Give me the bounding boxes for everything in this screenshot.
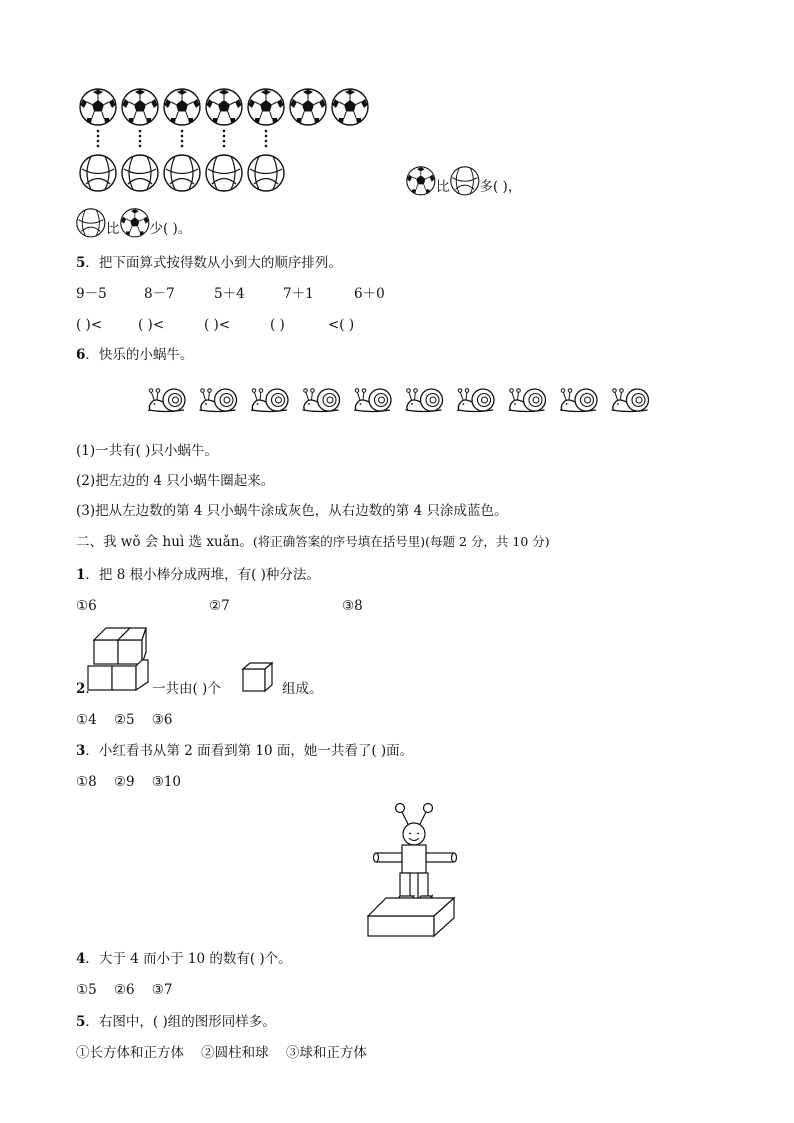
robot-figure — [364, 798, 460, 940]
basketball-icon — [206, 155, 242, 191]
mc-q2-options[interactable]: ①4 ②5 ③6 — [76, 712, 173, 728]
compare-line-2 — [76, 208, 191, 238]
connector-dot — [97, 145, 100, 148]
snail-icon — [509, 389, 546, 412]
connector-dot — [139, 130, 142, 133]
connector-dot — [181, 145, 184, 148]
connector-dot — [97, 130, 100, 133]
soccer-balls — [78, 86, 378, 128]
connector-dot — [223, 130, 226, 133]
option[interactable]: ②7 — [209, 598, 230, 614]
connector-dot — [265, 145, 268, 148]
mc-q2: 2. — [76, 681, 90, 697]
basketball-icon — [450, 166, 480, 196]
cube-stack-figure — [86, 626, 150, 694]
connector-dot — [181, 130, 184, 133]
snail-icon — [612, 389, 649, 412]
mc-q5: 5．右图中，( )组的图形同样多。 — [76, 1014, 276, 1030]
expr: 6＋0 — [354, 286, 385, 302]
bi-text: 比 — [106, 221, 120, 237]
expr: 7＋1 — [283, 286, 314, 302]
mc-q4: 4．大于 4 而小于 10 的数有( )个。 — [76, 951, 292, 967]
snails — [146, 384, 658, 416]
snail-icon — [200, 389, 237, 412]
basketball-icon — [122, 155, 158, 191]
connector-dot — [223, 145, 226, 148]
mc-q2-text: 一共由( )个 — [152, 681, 221, 697]
order-slot[interactable]: ( )< — [204, 317, 231, 333]
single-cube-icon — [240, 660, 274, 694]
connector-dot — [181, 135, 184, 138]
dotted-connectors — [78, 128, 378, 150]
expr: 9－5 — [76, 286, 107, 302]
snail-icon — [406, 389, 443, 412]
order-slot[interactable]: ( )< — [76, 317, 103, 333]
snail-icon — [303, 389, 340, 412]
connector-dot — [265, 140, 268, 143]
bi-text: 比 — [436, 179, 450, 195]
expr: 5＋4 — [214, 286, 245, 302]
mc-q1: 1．把 8 根小棒分成两堆，有( )种分法。 — [76, 567, 320, 583]
snail-row — [146, 384, 658, 416]
q5-exprs — [76, 285, 385, 303]
connector-dot — [223, 135, 226, 138]
q5-order — [76, 316, 354, 334]
q6-sub3: (3)把从左边数的第 4 只小蜗牛涂成灰色，从右边数的第 4 只涂成蓝色。 — [76, 503, 508, 519]
basketballs — [78, 152, 298, 194]
connector-dot — [139, 145, 142, 148]
q5-title: 5．把下面算式按得数从小到大的顺序排列。 — [76, 255, 342, 271]
basketball-icon — [80, 155, 116, 191]
q6-sub2: (2)把左边的 4 只小蜗牛圈起来。 — [76, 473, 275, 489]
connector-dot — [139, 135, 142, 138]
soccer-icon — [406, 166, 436, 196]
shao-text: 少( )。 — [149, 221, 192, 237]
q6-title: 6．快乐的小蜗牛。 — [76, 347, 194, 363]
snail-icon — [148, 389, 185, 412]
duo-text: 多( )， — [479, 179, 522, 195]
basketball-icon — [248, 155, 284, 191]
snail-icon — [457, 389, 494, 412]
mc-q1-options — [76, 597, 363, 615]
mc-q3-options[interactable]: ①8 ②9 ③10 — [76, 774, 181, 790]
soccer-ball-icon — [206, 89, 242, 125]
soccer-icon — [120, 208, 150, 238]
basketball-icon — [76, 208, 106, 238]
snail-icon — [354, 389, 391, 412]
soccer-ball-icon — [80, 89, 116, 125]
expr: 8－7 — [144, 286, 175, 302]
mc-q2-text-end: 组成。 — [282, 681, 323, 697]
soccer-ball-icon — [248, 89, 284, 125]
soccer-ball-row — [78, 86, 378, 128]
section2-heading: 二、我 wǒ 会 huì 选 xuǎn。(将正确答案的序号填在括号里)(每题 2 分，共 10 分) — [76, 534, 550, 550]
connector-dot — [139, 140, 142, 143]
order-slot[interactable]: ( )< — [138, 317, 165, 333]
connector-dot — [223, 140, 226, 143]
option[interactable]: ①6 — [76, 598, 97, 614]
connector-dot — [97, 135, 100, 138]
compare-line-1 — [406, 166, 521, 196]
soccer-ball-icon — [164, 89, 200, 125]
soccer-ball-icon — [290, 89, 326, 125]
mc-q5-options[interactable]: ①长方体和正方体 ②圆柱和球 ③球和正方体 — [76, 1045, 367, 1061]
order-slot[interactable]: ( ) — [270, 317, 285, 333]
order-slot[interactable]: <( ) — [328, 317, 355, 333]
snail-icon — [560, 389, 597, 412]
connector-dot — [265, 135, 268, 138]
mc-q3: 3．小红看书从第 2 面看到第 10 面，她一共看了( )面。 — [76, 743, 414, 759]
connector-dot — [181, 140, 184, 143]
connector-dot — [97, 140, 100, 143]
q6-sub1: (1)一共有( )只小蜗牛。 — [76, 443, 218, 459]
snail-icon — [251, 389, 288, 412]
soccer-ball-icon — [122, 89, 158, 125]
basketball-icon — [164, 155, 200, 191]
option[interactable]: ③8 — [342, 598, 363, 614]
soccer-ball-icon — [332, 89, 368, 125]
connector-dot — [265, 130, 268, 133]
basketball-row — [78, 152, 298, 194]
mc-q4-options[interactable]: ①5 ②6 ③7 — [76, 982, 173, 998]
